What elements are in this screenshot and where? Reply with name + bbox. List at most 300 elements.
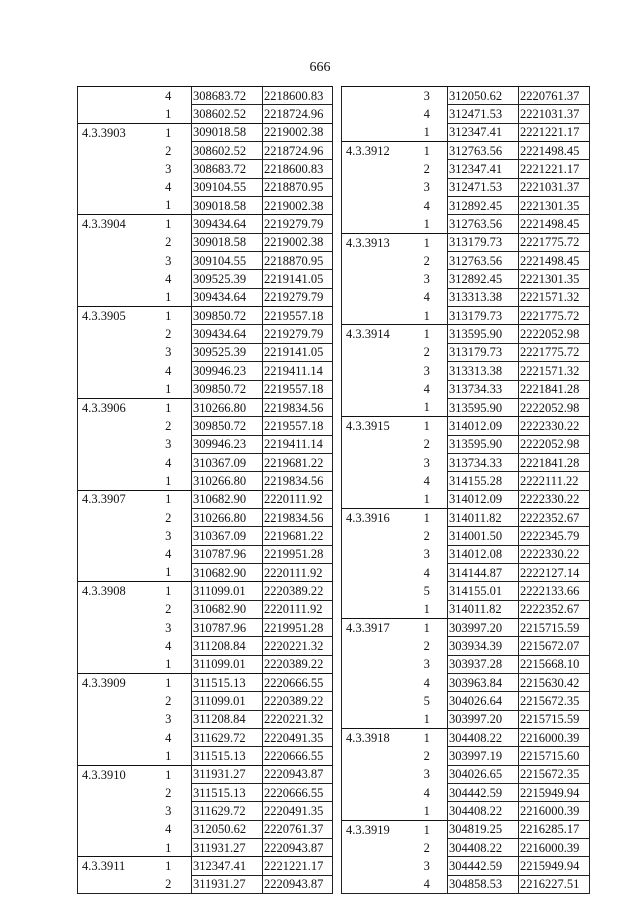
parcel-id-cell <box>78 435 146 453</box>
point-number-cell: 1 <box>165 198 172 213</box>
parcel-id-cell: 4.3.3907 <box>78 490 146 508</box>
table-row <box>78 325 333 343</box>
parcel-id-cell <box>342 178 407 196</box>
x-coordinate-cell: 313313.38 <box>448 288 519 306</box>
y-coordinate-cell: 2222330.22 <box>519 417 590 435</box>
x-coordinate-cell: 313734.33 <box>448 380 519 398</box>
x-coordinate-cell: 312892.45 <box>448 270 519 288</box>
table-row <box>78 563 333 581</box>
point-number-cell: 3 <box>423 767 430 782</box>
parcel-id-cell: 4.3.3912 <box>342 142 407 160</box>
table-row <box>78 618 333 636</box>
table-row <box>78 233 333 251</box>
y-coordinate-cell: 2219141.05 <box>263 343 333 361</box>
x-coordinate-cell: 311931.27 <box>192 875 263 893</box>
parcel-id-cell <box>78 160 146 178</box>
y-coordinate-cell: 2220761.37 <box>519 87 590 105</box>
parcel-id-cell: 4.3.3910 <box>78 765 146 783</box>
y-coordinate-cell: 2221498.45 <box>519 142 590 160</box>
point-number-cell: 1 <box>165 473 172 488</box>
x-coordinate-cell: 311931.27 <box>192 839 263 857</box>
table-row <box>342 270 590 288</box>
table-row <box>342 784 590 802</box>
x-coordinate-cell: 314144.87 <box>448 563 519 581</box>
table-row <box>78 545 333 563</box>
y-coordinate-cell: 2220389.22 <box>263 655 333 673</box>
coordinate-table-right <box>341 86 590 894</box>
point-number-cell: 4 <box>423 785 430 800</box>
point-number-cell: 3 <box>423 455 430 470</box>
parcel-id-cell <box>78 362 146 380</box>
x-coordinate-cell: 312347.41 <box>192 857 263 875</box>
table-row <box>342 710 590 728</box>
table-row <box>342 343 590 361</box>
table-row <box>342 618 590 636</box>
y-coordinate-cell: 2222330.22 <box>519 490 590 508</box>
table-row <box>342 692 590 710</box>
point-number-cell: 3 <box>165 253 172 268</box>
x-coordinate-cell: 311099.01 <box>192 655 263 673</box>
point-number-cell: 2 <box>165 694 172 709</box>
x-coordinate-cell: 310266.80 <box>192 508 263 526</box>
parcel-id-cell <box>342 600 407 618</box>
table-row <box>342 508 590 526</box>
parcel-id-cell <box>342 747 407 765</box>
table-row <box>78 655 333 673</box>
parcel-id-cell: 4.3.3918 <box>342 729 407 747</box>
table-row <box>342 105 590 123</box>
parcel-id-cell <box>342 362 407 380</box>
table-row <box>78 307 333 325</box>
x-coordinate-cell: 311629.72 <box>192 802 263 820</box>
x-coordinate-cell: 303997.20 <box>448 710 519 728</box>
y-coordinate-cell: 2219557.18 <box>263 417 333 435</box>
x-coordinate-cell: 304026.65 <box>448 765 519 783</box>
table-row <box>342 142 590 160</box>
point-number-cell: 1 <box>407 417 448 435</box>
x-coordinate-cell: 310682.90 <box>192 490 263 508</box>
parcel-id-cell <box>342 160 407 178</box>
x-coordinate-cell: 312471.53 <box>448 105 519 123</box>
parcel-id-cell <box>78 655 146 673</box>
y-coordinate-cell: 2219951.28 <box>263 618 333 636</box>
point-number-cell: 3 <box>165 620 172 635</box>
y-coordinate-cell: 2220666.55 <box>263 747 333 765</box>
table-row <box>78 123 333 141</box>
table-row <box>342 582 590 600</box>
point-number-cell: 1 <box>146 765 192 783</box>
parcel-id-cell: 4.3.3916 <box>342 508 407 526</box>
y-coordinate-cell: 2215715.59 <box>519 618 590 636</box>
y-coordinate-cell: 2219411.14 <box>263 435 333 453</box>
parcel-id-cell <box>342 637 407 655</box>
x-coordinate-cell: 303997.20 <box>448 618 519 636</box>
point-number-cell: 4 <box>165 455 172 470</box>
point-number-cell: 2 <box>423 437 430 452</box>
parcel-id-cell <box>78 252 146 270</box>
x-coordinate-cell: 309104.55 <box>192 178 263 196</box>
table-row <box>78 582 333 600</box>
table-row <box>78 197 333 215</box>
point-number-cell: 4 <box>165 730 172 745</box>
table-row <box>78 490 333 508</box>
point-number-cell: 3 <box>423 363 430 378</box>
parcel-id-cell <box>342 343 407 361</box>
x-coordinate-cell: 309018.58 <box>192 233 263 251</box>
point-number-cell: 4 <box>407 875 448 893</box>
parcel-id-cell: 4.3.3905 <box>78 307 146 325</box>
parcel-id-cell <box>78 527 146 545</box>
table-row <box>342 527 590 545</box>
parcel-id-cell <box>342 252 407 270</box>
y-coordinate-cell: 2219002.38 <box>263 233 333 251</box>
x-coordinate-cell: 312347.41 <box>448 160 519 178</box>
table-row <box>78 765 333 783</box>
parcel-id-cell <box>342 123 407 141</box>
table-row <box>78 270 333 288</box>
table-row <box>342 563 590 581</box>
x-coordinate-cell: 314012.08 <box>448 545 519 563</box>
y-coordinate-cell: 2215715.59 <box>519 710 590 728</box>
point-number-cell: 4 <box>423 198 430 213</box>
point-number-cell: 5 <box>423 694 430 709</box>
point-number-cell: 2 <box>165 418 172 433</box>
point-number-cell: 2 <box>423 638 430 653</box>
y-coordinate-cell: 2219279.79 <box>263 325 333 343</box>
table-row <box>78 710 333 728</box>
parcel-id-cell <box>78 380 146 398</box>
point-number-cell: 1 <box>165 657 172 672</box>
y-coordinate-cell: 2220761.37 <box>263 820 333 838</box>
coordinate-table-left <box>77 86 333 894</box>
y-coordinate-cell: 2219279.79 <box>263 215 333 233</box>
y-coordinate-cell: 2221301.35 <box>519 270 590 288</box>
parcel-id-cell <box>78 637 146 655</box>
y-coordinate-cell: 2220491.35 <box>263 729 333 747</box>
point-number-cell: 2 <box>423 840 430 855</box>
parcel-id-cell <box>78 729 146 747</box>
point-number-cell: 1 <box>146 490 192 508</box>
table-row <box>342 325 590 343</box>
y-coordinate-cell: 2222345.79 <box>519 527 590 545</box>
y-coordinate-cell: 2222133.66 <box>519 582 590 600</box>
parcel-id-cell: 4.3.3906 <box>78 398 146 416</box>
parcel-id-cell <box>342 87 407 105</box>
x-coordinate-cell: 310367.09 <box>192 453 263 471</box>
y-coordinate-cell: 2219834.56 <box>263 398 333 416</box>
x-coordinate-cell: 311099.01 <box>192 692 263 710</box>
table-row <box>78 343 333 361</box>
y-coordinate-cell: 2215672.35 <box>519 765 590 783</box>
x-coordinate-cell: 303963.84 <box>448 674 519 692</box>
table-row <box>342 453 590 471</box>
table-row <box>78 398 333 416</box>
x-coordinate-cell: 304408.22 <box>448 802 519 820</box>
y-coordinate-cell: 2220389.22 <box>263 582 333 600</box>
parcel-id-cell <box>342 435 407 453</box>
parcel-id-cell <box>78 87 146 105</box>
x-coordinate-cell: 309850.72 <box>192 307 263 325</box>
parcel-id-cell: 4.3.3909 <box>78 674 146 692</box>
parcel-id-cell <box>78 710 146 728</box>
x-coordinate-cell: 308602.52 <box>192 142 263 160</box>
table-row <box>78 637 333 655</box>
point-number-cell: 1 <box>146 674 192 692</box>
x-coordinate-cell: 304408.22 <box>448 839 519 857</box>
parcel-id-cell <box>342 692 407 710</box>
table-row <box>342 545 590 563</box>
x-coordinate-cell: 313595.90 <box>448 435 519 453</box>
parcel-id-cell: 4.3.3911 <box>78 857 146 875</box>
y-coordinate-cell: 2219411.14 <box>263 362 333 380</box>
x-coordinate-cell: 311515.13 <box>192 747 263 765</box>
y-coordinate-cell: 2219002.38 <box>263 197 333 215</box>
y-coordinate-cell: 2222052.98 <box>519 325 590 343</box>
point-number-cell: 1 <box>165 748 172 763</box>
table-row <box>78 105 333 123</box>
point-number-cell: 3 <box>165 528 172 543</box>
x-coordinate-cell: 312347.41 <box>448 123 519 141</box>
x-coordinate-cell: 308602.52 <box>192 105 263 123</box>
x-coordinate-cell: 313734.33 <box>448 453 519 471</box>
table-row <box>342 747 590 765</box>
parcel-id-cell <box>78 233 146 251</box>
point-number-cell: 1 <box>423 602 430 617</box>
parcel-id-cell <box>78 600 146 618</box>
x-coordinate-cell: 310266.80 <box>192 472 263 490</box>
y-coordinate-cell: 2219951.28 <box>263 545 333 563</box>
table-row <box>342 802 590 820</box>
point-number-cell: 2 <box>423 528 430 543</box>
y-coordinate-cell: 2220221.32 <box>263 637 333 655</box>
y-coordinate-cell: 2222111.22 <box>519 472 590 490</box>
parcel-id-cell: 4.3.3917 <box>342 618 407 636</box>
parcel-id-cell <box>78 508 146 526</box>
point-number-cell: 1 <box>407 729 448 747</box>
x-coordinate-cell: 313179.73 <box>448 233 519 251</box>
point-number-cell: 5 <box>423 583 430 598</box>
parcel-id-cell <box>342 875 407 893</box>
table-row <box>342 380 590 398</box>
x-coordinate-cell: 308683.72 <box>192 160 263 178</box>
table-body <box>342 87 590 894</box>
y-coordinate-cell: 2216000.39 <box>519 802 590 820</box>
parcel-id-cell <box>78 839 146 857</box>
point-number-cell: 1 <box>407 325 448 343</box>
point-number-cell: 1 <box>423 125 430 140</box>
table-row <box>342 160 590 178</box>
point-number-cell: 4 <box>423 473 430 488</box>
y-coordinate-cell: 2222352.67 <box>519 508 590 526</box>
point-number-cell: 1 <box>407 820 448 838</box>
y-coordinate-cell: 2221221.17 <box>519 123 590 141</box>
parcel-id-cell <box>342 839 407 857</box>
point-number-cell: 2 <box>165 785 172 800</box>
x-coordinate-cell: 311629.72 <box>192 729 263 747</box>
y-coordinate-cell: 2215668.10 <box>519 655 590 673</box>
parcel-id-cell: 4.3.3908 <box>78 582 146 600</box>
x-coordinate-cell: 314011.82 <box>448 600 519 618</box>
y-coordinate-cell: 2215949.94 <box>519 784 590 802</box>
x-coordinate-cell: 310787.96 <box>192 618 263 636</box>
y-coordinate-cell: 2219279.79 <box>263 288 333 306</box>
point-number-cell: 1 <box>165 290 172 305</box>
table-row <box>78 600 333 618</box>
y-coordinate-cell: 2219002.38 <box>263 123 333 141</box>
point-number-cell: 1 <box>146 123 192 141</box>
parcel-id-cell <box>342 380 407 398</box>
table-row <box>342 87 590 105</box>
x-coordinate-cell: 311931.27 <box>192 765 263 783</box>
point-number-cell: 2 <box>165 235 172 250</box>
x-coordinate-cell: 314011.82 <box>448 508 519 526</box>
y-coordinate-cell: 2221775.72 <box>519 343 590 361</box>
parcel-id-cell <box>342 105 407 123</box>
y-coordinate-cell: 2221775.72 <box>519 233 590 251</box>
point-number-cell: 4 <box>423 565 430 580</box>
y-coordinate-cell: 2220491.35 <box>263 802 333 820</box>
parcel-id-cell <box>342 270 407 288</box>
x-coordinate-cell: 309850.72 <box>192 380 263 398</box>
y-coordinate-cell: 2221301.35 <box>519 197 590 215</box>
x-coordinate-cell: 303934.39 <box>448 637 519 655</box>
point-number-cell: 2 <box>146 875 192 893</box>
point-number-cell: 3 <box>165 804 172 819</box>
y-coordinate-cell: 2222127.14 <box>519 563 590 581</box>
point-number-cell: 3 <box>423 272 430 287</box>
x-coordinate-cell: 314155.28 <box>448 472 519 490</box>
table-row <box>78 252 333 270</box>
y-coordinate-cell: 2221221.17 <box>263 857 333 875</box>
y-coordinate-cell: 2215630.42 <box>519 674 590 692</box>
point-number-cell: 4 <box>423 290 430 305</box>
y-coordinate-cell: 2220111.92 <box>263 600 333 618</box>
x-coordinate-cell: 313179.73 <box>448 343 519 361</box>
parcel-id-cell <box>342 802 407 820</box>
parcel-id-cell: 4.3.3915 <box>342 417 407 435</box>
x-coordinate-cell: 308683.72 <box>192 87 263 105</box>
y-coordinate-cell: 2218724.96 <box>263 142 333 160</box>
point-number-cell: 4 <box>423 675 430 690</box>
x-coordinate-cell: 314001.50 <box>448 527 519 545</box>
point-number-cell: 1 <box>407 142 448 160</box>
table-row <box>78 875 333 893</box>
point-number-cell: 1 <box>407 508 448 526</box>
y-coordinate-cell: 2218600.83 <box>263 87 333 105</box>
parcel-id-cell <box>78 472 146 490</box>
point-number-cell: 1 <box>165 106 172 121</box>
y-coordinate-cell: 2221221.17 <box>519 160 590 178</box>
x-coordinate-cell: 309525.39 <box>192 343 263 361</box>
x-coordinate-cell: 312763.56 <box>448 215 519 233</box>
y-coordinate-cell: 2218870.95 <box>263 178 333 196</box>
point-number-cell: 3 <box>423 547 430 562</box>
table-row <box>342 123 590 141</box>
x-coordinate-cell: 311515.13 <box>192 784 263 802</box>
point-number-cell: 4 <box>165 547 172 562</box>
y-coordinate-cell: 2220221.32 <box>263 710 333 728</box>
table-row <box>78 527 333 545</box>
table-row <box>342 875 590 893</box>
parcel-id-cell <box>342 215 407 233</box>
parcel-id-cell <box>78 270 146 288</box>
table-row <box>342 178 590 196</box>
table-row <box>78 288 333 306</box>
table-row <box>342 839 590 857</box>
y-coordinate-cell: 2219834.56 <box>263 508 333 526</box>
point-number-cell: 1 <box>165 840 172 855</box>
x-coordinate-cell: 313595.90 <box>448 398 519 416</box>
x-coordinate-cell: 310787.96 <box>192 545 263 563</box>
table-row <box>78 142 333 160</box>
point-number-cell: 1 <box>146 398 192 416</box>
x-coordinate-cell: 303997.19 <box>448 747 519 765</box>
table-row <box>342 197 590 215</box>
x-coordinate-cell: 309434.64 <box>192 325 263 343</box>
y-coordinate-cell: 2221498.45 <box>519 252 590 270</box>
point-number-cell: 1 <box>423 400 430 415</box>
table-row <box>78 380 333 398</box>
x-coordinate-cell: 312050.62 <box>192 820 263 838</box>
x-coordinate-cell: 304442.59 <box>448 857 519 875</box>
y-coordinate-cell: 2219681.22 <box>263 453 333 471</box>
parcel-id-cell <box>342 288 407 306</box>
table-row <box>78 453 333 471</box>
parcel-id-cell <box>78 618 146 636</box>
point-number-cell: 1 <box>423 803 430 818</box>
table-body <box>78 87 333 894</box>
y-coordinate-cell: 2219141.05 <box>263 270 333 288</box>
parcel-id-cell: 4.3.3914 <box>342 325 407 343</box>
point-number-cell: 3 <box>165 345 172 360</box>
table-row <box>342 252 590 270</box>
parcel-id-cell: 4.3.3919 <box>342 820 407 838</box>
y-coordinate-cell: 2222330.22 <box>519 545 590 563</box>
parcel-id-cell <box>78 197 146 215</box>
y-coordinate-cell: 2218870.95 <box>263 252 333 270</box>
y-coordinate-cell: 2216227.51 <box>519 875 590 893</box>
x-coordinate-cell: 309946.23 <box>192 362 263 380</box>
x-coordinate-cell: 314155.01 <box>448 582 519 600</box>
table-row <box>78 178 333 196</box>
x-coordinate-cell: 309850.72 <box>192 417 263 435</box>
point-number-cell: 4 <box>146 87 192 105</box>
point-number-cell: 2 <box>165 510 172 525</box>
table-row <box>342 472 590 490</box>
point-number-cell: 3 <box>423 657 430 672</box>
point-number-cell: 1 <box>407 618 448 636</box>
point-number-cell: 3 <box>165 712 172 727</box>
point-number-cell: 1 <box>146 307 192 325</box>
y-coordinate-cell: 2215949.94 <box>519 857 590 875</box>
y-coordinate-cell: 2219834.56 <box>263 472 333 490</box>
page-number: 666 <box>309 60 331 75</box>
point-number-cell: 1 <box>423 491 430 506</box>
table-row <box>78 215 333 233</box>
parcel-id-cell <box>78 563 146 581</box>
x-coordinate-cell: 310682.90 <box>192 600 263 618</box>
point-number-cell: 4 <box>165 363 172 378</box>
parcel-id-cell <box>342 453 407 471</box>
parcel-id-cell <box>78 343 146 361</box>
table-row <box>78 729 333 747</box>
x-coordinate-cell: 313179.73 <box>448 307 519 325</box>
x-coordinate-cell: 311208.84 <box>192 637 263 655</box>
x-coordinate-cell: 310367.09 <box>192 527 263 545</box>
parcel-id-cell <box>78 105 146 123</box>
parcel-id-cell <box>342 545 407 563</box>
point-number-cell: 2 <box>423 253 430 268</box>
